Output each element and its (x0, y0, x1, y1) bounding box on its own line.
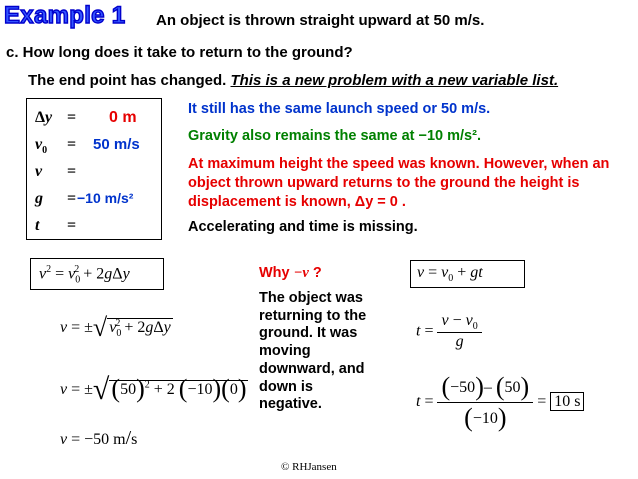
equation-v: $v = v_0$ + gt (417, 264, 483, 285)
velocity-equation-box (410, 260, 525, 288)
var-v: v (35, 163, 43, 180)
note-emphasis: This is a new problem with a new variable list. (230, 72, 559, 89)
note-line (28, 72, 558, 89)
var-g: g (35, 190, 43, 207)
step-4-fraction: $\frac{v - v_0}{g}$ (437, 312, 481, 351)
var-v0: $v_0$ (35, 136, 48, 157)
variable-list (26, 98, 162, 240)
answer-box: 10 s (550, 392, 584, 411)
note-lead: The end point has changed. (28, 72, 231, 89)
explanation-2: Gravity also remains the same at −10 m/s². (188, 128, 481, 144)
step-2: $v = \pm√(50)^2 + 2$ (−10)(0) (60, 373, 247, 406)
question-c: c. How long does it take to return to the ground? (6, 44, 353, 61)
var-g-eq: = (67, 190, 77, 207)
step-5-fraction: $\frac{(-50)- (50)}{(-10)}$ (437, 372, 533, 433)
var-t-eq: = (67, 217, 77, 234)
var-dy-val: 0 m (109, 109, 137, 126)
why-label (259, 265, 322, 282)
var-v-eq: = (67, 163, 77, 180)
equation-v2: $v^2 = v_0^2 + 2g\Delta y$ (39, 264, 130, 286)
explanation-1: It still has the same launch speed or 50 m/s. (188, 101, 491, 117)
why-explanation: The object was returning to the ground. It was moving downward, and down is negative. (259, 290, 367, 413)
why-text: Why (259, 265, 294, 281)
step-5: t = $\frac{(-50)- (50)}{(-10)}$ = 10 s (416, 372, 584, 433)
var-dy: Δy (35, 109, 53, 126)
copyright: © RHJansen (281, 461, 337, 473)
step-3: v = −50 m/s (60, 427, 138, 449)
var-v0-eq: = (67, 136, 77, 153)
var-t: t (35, 217, 40, 234)
problem-statement: An object is thrown straight upward at 50 m/s. (156, 12, 485, 29)
explanation-4: Accelerating and time is missing. (188, 219, 418, 235)
kinematics-equation-box (30, 258, 164, 290)
step-4: t = $\frac{v - v_0}{g}$ (416, 312, 482, 351)
why-var: −v (293, 265, 309, 281)
var-dy-eq: = (67, 109, 77, 126)
var-v0-val: 50 m/s (93, 136, 140, 153)
explanation-3: At maximum height the speed was known. However, when an object thrown upward returns to the ground the height is displacement is known, Δy = 0 . (188, 156, 610, 210)
var-g-val: −10 m/s² (77, 190, 134, 206)
step-1: v = ±√ $v_0^2 + 2g\Delta y$ (60, 313, 171, 342)
why-q: ? (308, 265, 322, 281)
page-title: Example 1 (4, 2, 126, 29)
